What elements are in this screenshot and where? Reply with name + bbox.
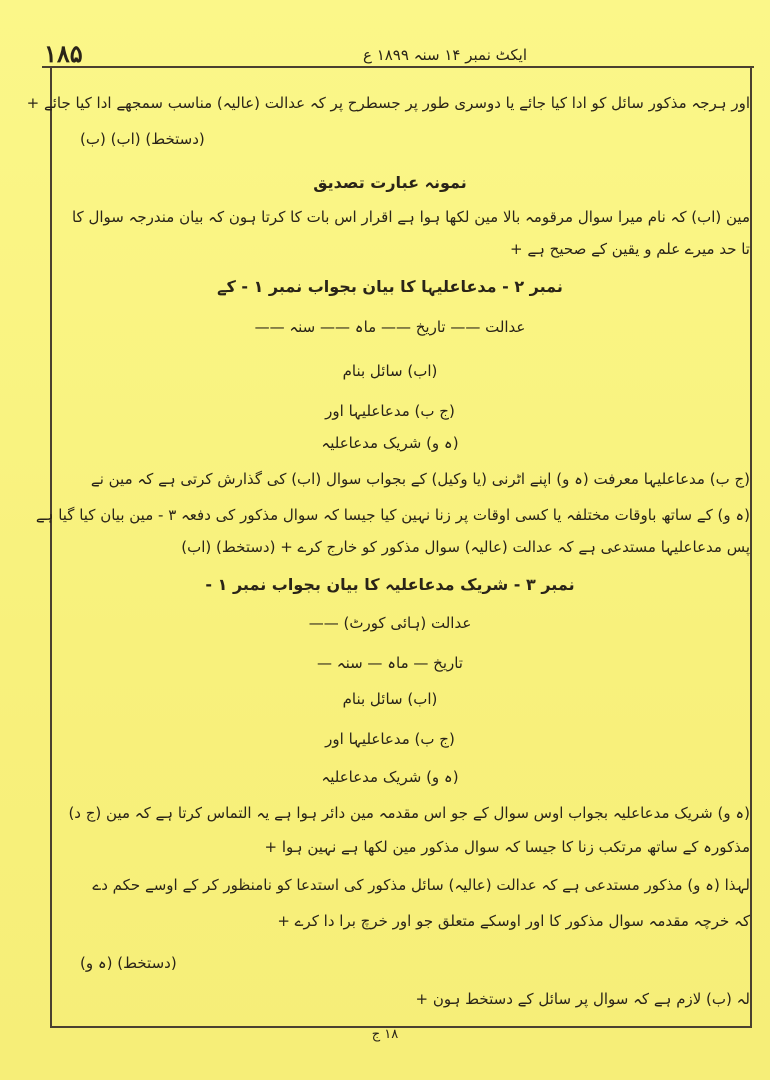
signature-mark: ۱۸ ج [371,1027,399,1042]
text-line-12: (ہ و) کے ساتھ باوقات مختلفہ یا کسی اوقات پر زنا نہین کیا جیسا کہ سوال مذکور کی دفعہ ۳ - مین بیان کیا گیا ہے [35,506,750,524]
date-line-2: تاریخ — ماہ — سنہ — [317,654,463,672]
section-heading-3: نمبر ۳ - شریک مدعاعلیہ کا بیان بجواب نمبر ۱ - [205,575,575,594]
court-date-line-1: عدالت —— تاریخ —— ماہ —— سنہ —— [254,318,526,336]
signature-line-2 [80,948,360,978]
text-line-11: (ج ب) مدعاعلیہا معرفت (ہ و) اپنے اٹرنی (یا وکیل) کے بجواب سوال (اب) کی گذارش کرتی ہے کہ مین نے [90,470,750,488]
text-line-20: (ہ و) شریک مدعاعلیہ بجواب اوس سوال کے جو اس مقدمہ مین دائر ہوا ہے یہ التماس کرتا ہے کہ مین (ج د) [68,804,750,822]
text-line-4: مین (اب) کہ نام میرا سوال مرقومہ بالا مین لکھا ہوا ہے اقرار اس بات کا کرتا ہون کہ بیان مندرجہ سوال کا [71,208,750,226]
signature-line-1 [80,124,360,154]
party-petitioner-2: (اب) سائل بنام [342,690,438,708]
text-line-21: مذکورہ کے ساتھ مرتکب زنا کا جیسا کہ سوال مذکور مین لکھا ہے نہین ہوا + [264,838,750,856]
section-heading-2: نمبر ۲ - مدعاعلیہا کا بیان بجواب نمبر ۱ - کے [217,277,563,296]
party-co-respondent-2: (ہ و) شریک مدعاعلیہ [321,768,459,786]
court-line-2: عدالت (ہائی کورٹ) —— [308,614,472,632]
party-respondent-1: (ج ب) مدعاعلیہا اور [325,402,455,420]
running-head: ایکٹ نمبر ۱۴ سنہ ۱۸۹۹ ع [362,46,528,64]
signature-text-2: (دستخط) (ہ و) [80,954,177,972]
party-petitioner-1: (اب) سائل بنام [342,362,438,380]
party-respondent-2: (ج ب) مدعاعلیہا اور [325,730,455,748]
text-line-23: کہ خرچہ مقدمہ سوال مذکور کا اور اوسکے متعلق جو اور خرچ برا دا کرے + [277,912,750,930]
party-co-respondent-1: (ہ و) شریک مدعاعلیہ [321,434,459,452]
section-heading-verification: نمونہ عبارت تصدیق [313,173,467,192]
text-line-5: تا حد میرے علم و یقین کے صحیح ہے + [510,240,750,258]
signature-text-1: (دستخط) (اب) (ب) [80,130,205,148]
text-line-1: اور ہرجہ مذکور سائل کو ادا کیا جائے یا دوسری طور پر جسطرح پر کہ عدالت (عالیہ) مناسب سمجھے ادا کیا جائے + [26,94,750,112]
header-rule [42,66,754,68]
footnote: لہ (ب) لازم ہے کہ سوال پر سائل کے دستخط ہون + [415,990,750,1008]
text-line-13: پس مدعاعلیہا مستدعی ہے کہ عدالت (عالیہ) سوال مذکور کو خارج کرے + (دستخط) (اب) [181,538,750,556]
page-number: ۱۸۵ [44,39,83,68]
text-line-22: لہذا (ہ و) مذکور مستدعی ہے کہ عدالت (عالیہ) سائل مذکور کی استدعا کو نامنظور کر کے اوسے حکم دے [92,876,750,894]
